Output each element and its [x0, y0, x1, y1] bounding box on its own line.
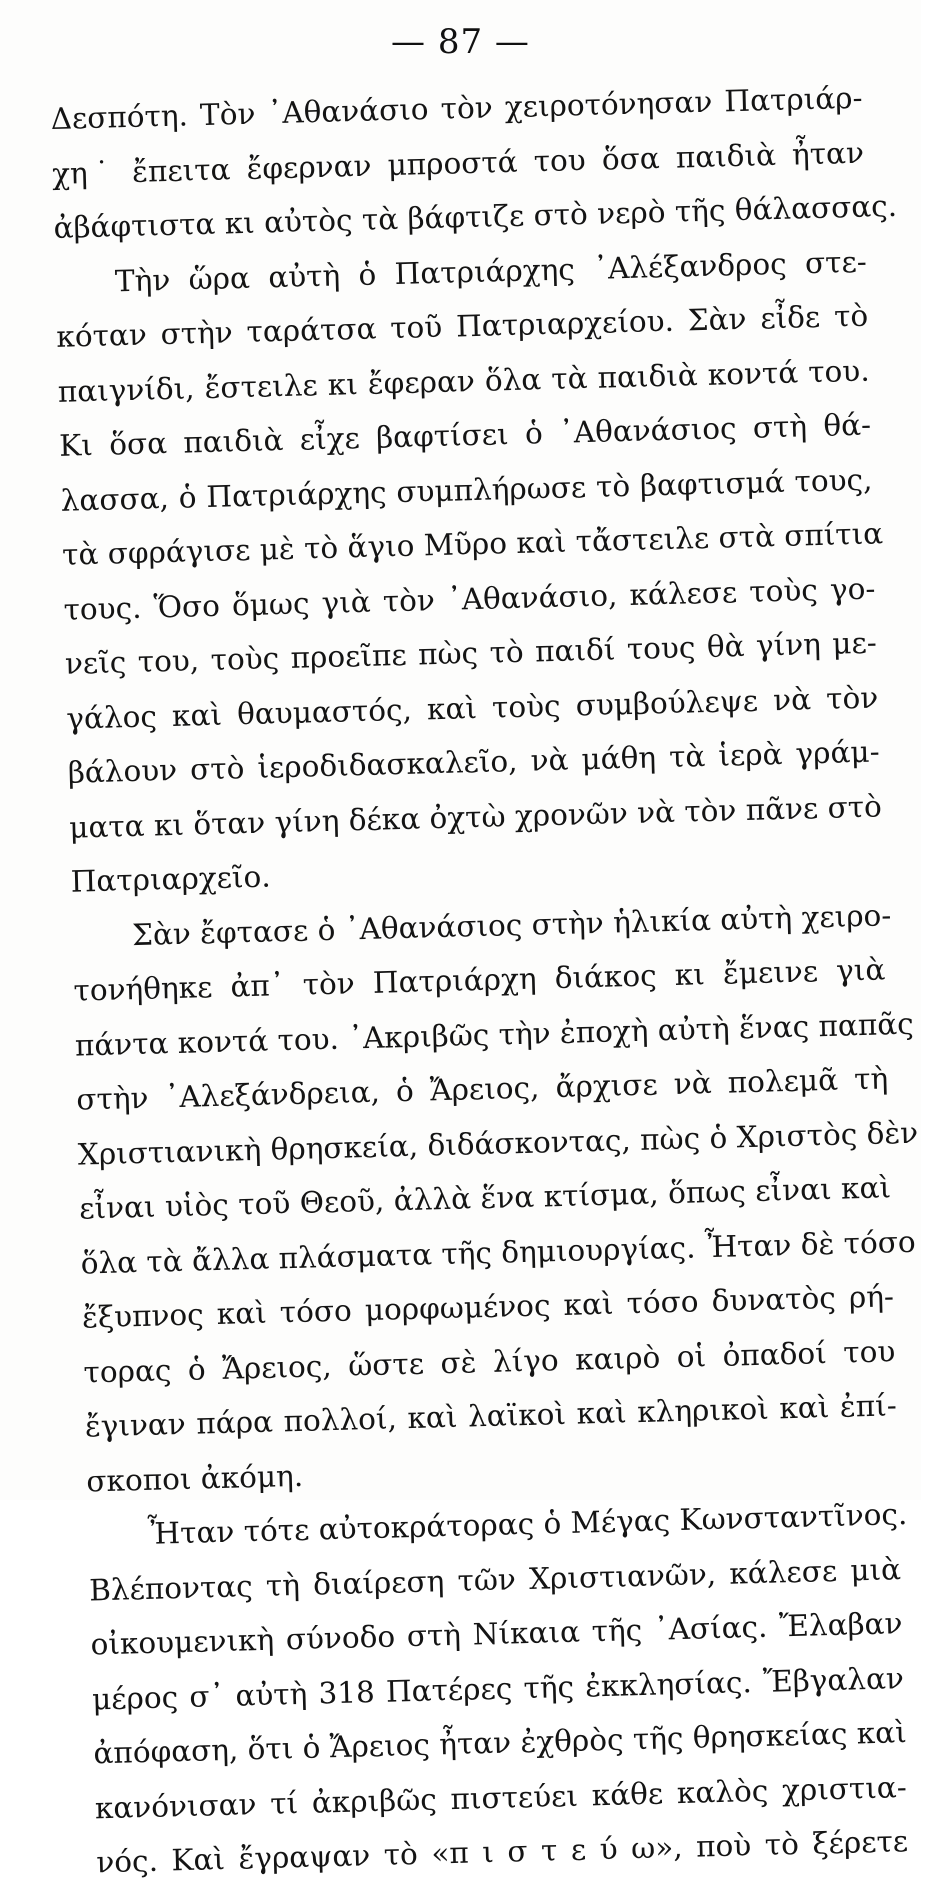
text-line: Δεσπότη. Τὸν ᾿Αθανάσιο τὸν χειροτόνησαν Πατριάρ- — [50, 80, 863, 136]
text-line: βάλουν στὸ ἱεροδιδασκαλεῖο, νὰ μάθη τὰ ἱερὰ γράμ- — [67, 734, 880, 790]
text-line: νός. Καὶ ἔγραψαν τὸ «π ι σ τ ε ύ ω», ποὺ τὸ ξέρετε — [95, 1824, 909, 1880]
text-line: γάλος καὶ θαυμαστός, καὶ τοὺς συμβούλεψε νὰ τὸν — [65, 680, 879, 736]
text-line: ὅλα τὰ ἄλλα πλάσματα τῆς δημιουργίας. Ἦταν δὲ τόσο — [80, 1224, 917, 1281]
text-line: κόταν στὴν ταράτσα τοῦ Πατριαρχείου. Σὰν εἶδε τὸ — [55, 298, 869, 354]
text-line: Ἦταν τότε αὐτοκράτορας ὁ Μέγας Κωνσταντῖνος. — [147, 1497, 908, 1551]
text-line: Σὰν ἔφτασε ὁ ᾿Αθανάσιος στὴν ἡλικία αὐτὴ χειρο- — [131, 897, 892, 952]
text-line: μέρος σ᾿ αὐτὴ 318 Πατέρες τῆς ἐκκλησίας. Ἔβγαλαν — [91, 1660, 905, 1716]
page-number: — 87 — — [391, 22, 530, 62]
text-line: νεῖς του, τοὺς προεῖπε πὼς τὸ παιδί τους θὰ γίνη με- — [64, 625, 878, 681]
text-line: Τὴν ὥρα αὐτὴ ὁ Πατριάρχης ᾿Αλέξανδρος στε- — [114, 244, 868, 298]
text-line: εἶναι υἱὸς τοῦ Θεοῦ, ἀλλὰ ἕνα κτίσμα, ὅπως εἶναι καὶ — [78, 1170, 892, 1226]
text-line: λασσα, ὁ Πατριάρχης συμπλήρωσε τὸ βαφτισμά τους, — [60, 462, 873, 518]
text-line: Χριστιανικὴ θρησκεία, διδάσκοντας, πὼς ὁ Χριστὸς δὲν — [77, 1115, 919, 1172]
text-line: ἀπόφαση, ὅτι ὁ Ἄρειος ἦταν ἐχθρὸς τῆς θρησκείας καὶ — [93, 1715, 908, 1771]
text-line: τονήθηκε ἀπ᾿ τὸν Πατριάρχη διάκος κι ἔμεινε γιὰ — [73, 952, 886, 1008]
text-line: ἔξυπνος καὶ τόσο μορφωμένος καὶ τόσο δυνατὸς ρή- — [81, 1279, 895, 1335]
text-line: χη˙ ἔπειτα ἔφερναν μπροστά του ὅσα παιδιὰ ἦταν — [51, 135, 865, 191]
text-line: Πατριαρχεῖο. — [70, 859, 272, 899]
text-line: ἀβάφτιστα κι αὐτὸς τὰ βάφτιζε στὸ νερὸ τῆς θάλασσας. — [53, 188, 898, 245]
text-line: ματα κι ὅταν γίνη δέκα ὀχτὼ χρονῶν νὰ τὸν πᾶνε στὸ — [68, 788, 883, 845]
text-line: στὴν ᾿Αλεξάνδρεια, ὁ Ἄρειος, ἄρχισε νὰ πολεμᾶ τὴ — [75, 1061, 889, 1117]
text-line: τὰ σφράγισε μὲ τὸ ἅγιο Μῦρο καὶ τἄστειλε στὰ σπίτια — [61, 516, 884, 572]
text-line: κανόνισαν τί ἀκριβῶς πιστεύει κάθε καλὸς χριστια- — [94, 1769, 908, 1825]
text-line: πάντα κοντά του. ᾿Ακριβῶς τὴν ἐποχὴ αὐτὴ ἕνας παπᾶς — [74, 1006, 915, 1063]
text-line: τους. Ὅσο ὅμως γιὰ τὸν ᾿Αθανάσιο, κάλεσε τοὺς γο- — [63, 571, 876, 627]
text-line: παιγνίδι, ἔστειλε κι ἔφεραν ὅλα τὰ παιδιὰ κοντά του. — [57, 353, 871, 409]
text-line: σκοποι ἀκόμη. — [85, 1458, 304, 1499]
text-line: Κι ὅσα παιδιὰ εἶχε βαφτίσει ὁ ᾿Αθανάσιος στὴ θά- — [58, 407, 872, 463]
body-text — [50, 71, 919, 1890]
text-line: ἔγιναν πάρα πολλοί, καὶ λαϊκοὶ καὶ κληρικοὶ καὶ ἐπί- — [84, 1388, 898, 1444]
text-line: Βλέποντας τὴ διαίρεση τῶν Χριστιανῶν, κάλεσε μιὰ — [88, 1551, 902, 1607]
text-line: τορας ὁ Ἄρειος, ὥστε σὲ λίγο καιρὸ οἱ ὀπαδοί του — [83, 1333, 896, 1390]
text-line: οἰκουμενικὴ σύνοδο στὴ Νίκαια τῆς ᾿Ασίας. Ἔλαβαν — [90, 1606, 903, 1662]
